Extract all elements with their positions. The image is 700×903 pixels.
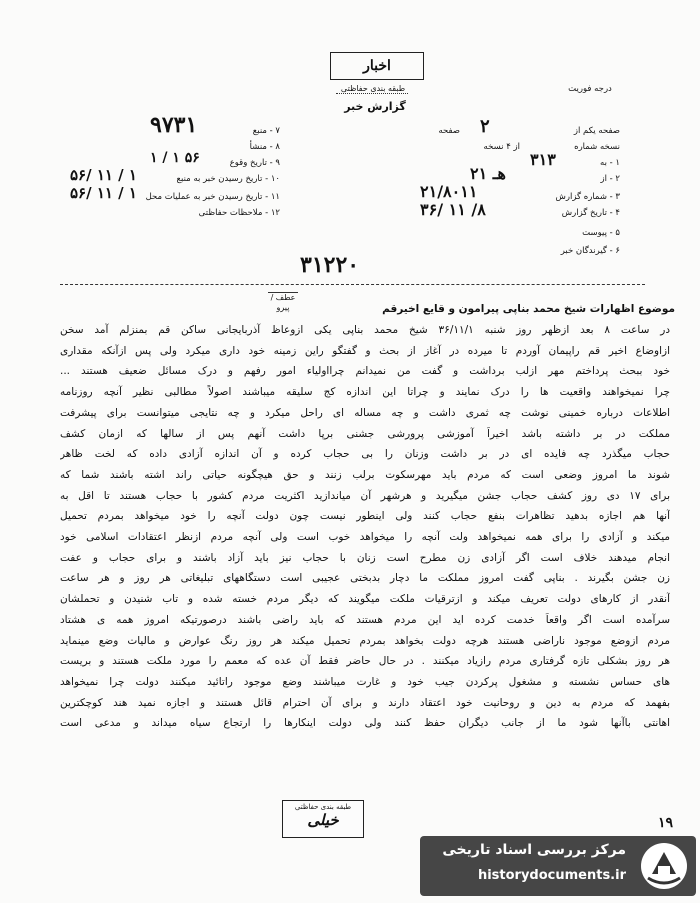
body-line: آنقدر از کارهای دولت تعریف میکند و ازترقیات ملکت میگویند که دیگر مردم خسته شده و تاب شنیدن و تحملشان [60,593,670,606]
field-6-label: ۶ - گیرندگان خبر [560,246,620,256]
body-line: شوند ما امروز وضعی است که مردم باید مهرسکوت برلب زنند و حق هیچگونه حیاتی راند اشته باشند شما که [60,468,670,481]
body-line: در ساعت ۸ بعد ازظهر روز شنبه ۳۶/۱۱/۱ شیخ محمد بناپی یکی ازوعاظ آذربایجانی ساکن قم بمنزلم آمد سخن [60,324,670,336]
body-line: مملکت در بر داشته باشد اخیراً آموزشی پرورشی جشنی برپا داشت آنهم پس از سالها که ازمان کشف [60,427,670,440]
body-line: حجاب میگذرد چه فایده ای در بر داشت وزنان را بی حجاب کرده و آن اندازه آزادی داده که لخت ظاهر [60,448,670,461]
field-10-value: ۵۶/ ۱۱ / ۱ [70,166,137,184]
body-line: برای ۱۷ دی روز کشف حجاب جشن میگیرید و هرشهر آن میاندازید اکثریت مردم کشور با حجاب هستند تا اقل به [60,489,670,502]
body-line: آنها هم اجازه بدهید تظاهرات بنفع حجاب کنند ولی اینطور نیست چون دولت آنچه را خود میخواهد بمردم تحمیل [60,510,670,523]
body-line: های حساس نشسته و مشغول پرکردن جیب خود و غارت میباشند وضع موجود راتائید میکنند دولت چرا نمیخواهد [60,675,670,688]
file-number: ۳۱۲۲۰ [300,252,360,278]
body-line: ازاوضاع اخیر قم راپیمان آوردم تا میرده در آغاز از بحث و گفتگو راین زمینه خود داری میکرد ولی پس ازآنکه مقداری [60,344,670,357]
watermark-url: historydocuments.ir [477,868,626,883]
watermark [420,836,696,896]
watermark-title: مرکز بررسی اسناد تاریخی [442,842,626,858]
footer-stamp-value: خیلی [307,811,339,829]
body-line: انجام میدهند خلاف است اگر آزادی زن مطرح است زنان با حجاب نیز باید آزاد باشند و برای حجاب و عفت [60,551,670,564]
field-4-label: ۴ - تاریخ گزارش [561,208,620,218]
header-divider [60,284,645,285]
side-note: عطف / پیرو [268,292,298,313]
field-copy-label: نسخه شماره [574,142,620,152]
body-line: سرآمده است اگر واقعاً خدمت کرده اید این مردم هستند که باید راضی باشند درصورتیکه امروز همه ی هشتاد [60,613,670,626]
field-2-value: ۲۱ هـ [470,164,506,183]
page-marker: ۱۹ [658,815,674,831]
priority-label: درجه فوریت [568,84,612,94]
field-3-value: ۲۱/۸۰۱۱ [420,182,478,201]
field-11-label: ۱۱ - تاریخ رسیدن خبر به عملیات محل [145,192,280,202]
field-11-value: ۵۶/ ۱۱ / ۱ [70,184,137,202]
field-3-label: ۳ - شماره گزارش [555,192,620,202]
field-9-label: ۹ - تاریخ وقوع [229,158,280,168]
classification-rule [336,93,408,94]
body-line: اطلاعات درباره خمینی نوشت چه ثمری داشت و چه مساله ای راحل میکرد و چه نتایجی میتوانست برای پیشرفت [60,406,670,419]
subject-line: موضوع اظهارات شیخ محمد بناپی پیرامون و قایع اخیرقم [382,303,675,315]
footer-stamp-label: طبقه بندی حفاظتی [294,803,352,811]
top-stamp-text: اخبار [363,58,391,74]
body-line: اهانتی باآنها شود ما از جانب دیگران حفظ کنند ولی دولت اینکارها را ارتجاع سیاه میداند و مدعی است [60,717,670,730]
top-stamp [330,52,424,80]
report-title: گزارش خبر [344,100,406,113]
field-1-value: ۳۱۳ [530,150,556,169]
field-7-label: ۷ - منبع [252,126,280,136]
field-10-label: ۱۰ - تاریخ رسیدن خبر به منبع [176,174,280,184]
field-page-value: ۲ [480,116,490,137]
field-copy-suffix: از ۴ نسخه [483,142,520,152]
body-line: میکند و آزادی را برای همه نمیخواهد ولت آنچه را میخواهد خوب است ولی آنچه مردم ازنظر اعتقادات اسلامی خود [60,531,670,543]
field-4-value: ۳۶/ ۱۱ /۸ [420,200,486,219]
field-page-label: صفحه یکم از [573,126,620,136]
classification-label: طبقه بندی حفاظتی [340,84,406,93]
field-9-value: ۱ / ۱ ۵۶ [150,150,200,166]
body-line: مردم ازوضع موجود ناراضی هستند هرچه دولت بخواهد بمردم تحمیل میکند هر روز رنگ عوارض و مالیات وضع مینماید [60,634,670,647]
body-line: بفهمد که مردم به دین و روحانیت خود اعتقاد دارند و برای آن احترام قائل هستند و اجازه نمید هند کوچکترین [60,696,670,709]
body-line: چرا نمیخواهند واقعیت ها را درک نمایند و چراتا این اندازه کج سلیقه میباشند اصولاً مطالبی نظیر آنچه روزنامه [60,386,670,399]
body-line: هر روز بشکلی تازه گرفتاری مردم رازیاد میکنند . در حال حاضر فقط آن عده که معمم را مورد ملکت هستند و بریست [60,655,670,668]
field-page-suffix: صفحه [438,126,460,136]
body-line: خود ببحث پرداختم مهر ازلب برداشت و گفت من نمیدانم چرااولیاء امور رفهم و درک مسائل ضعیف هستند ... [60,365,670,378]
body-line: زن جشن بگیرند . بناپی گفت امروز مملکت ما دچار بدبختی عجیبی است دستگاههای تبلیغاتی هر روز و هر ساعت [60,572,670,585]
field-2-label: ۲ - از [600,174,620,184]
field-12-label: ۱۲ - ملاحظات حفاظتی [198,208,280,218]
field-8-label: ۸ - منشأ [249,142,280,152]
field-1-label: ۱ - به [600,158,620,168]
footer-stamp [282,800,364,838]
field-5-label: ۵ - پیوست [582,228,620,238]
archive-logo-icon [638,840,690,892]
field-7-value: ۹۷۳۱ [150,112,198,138]
